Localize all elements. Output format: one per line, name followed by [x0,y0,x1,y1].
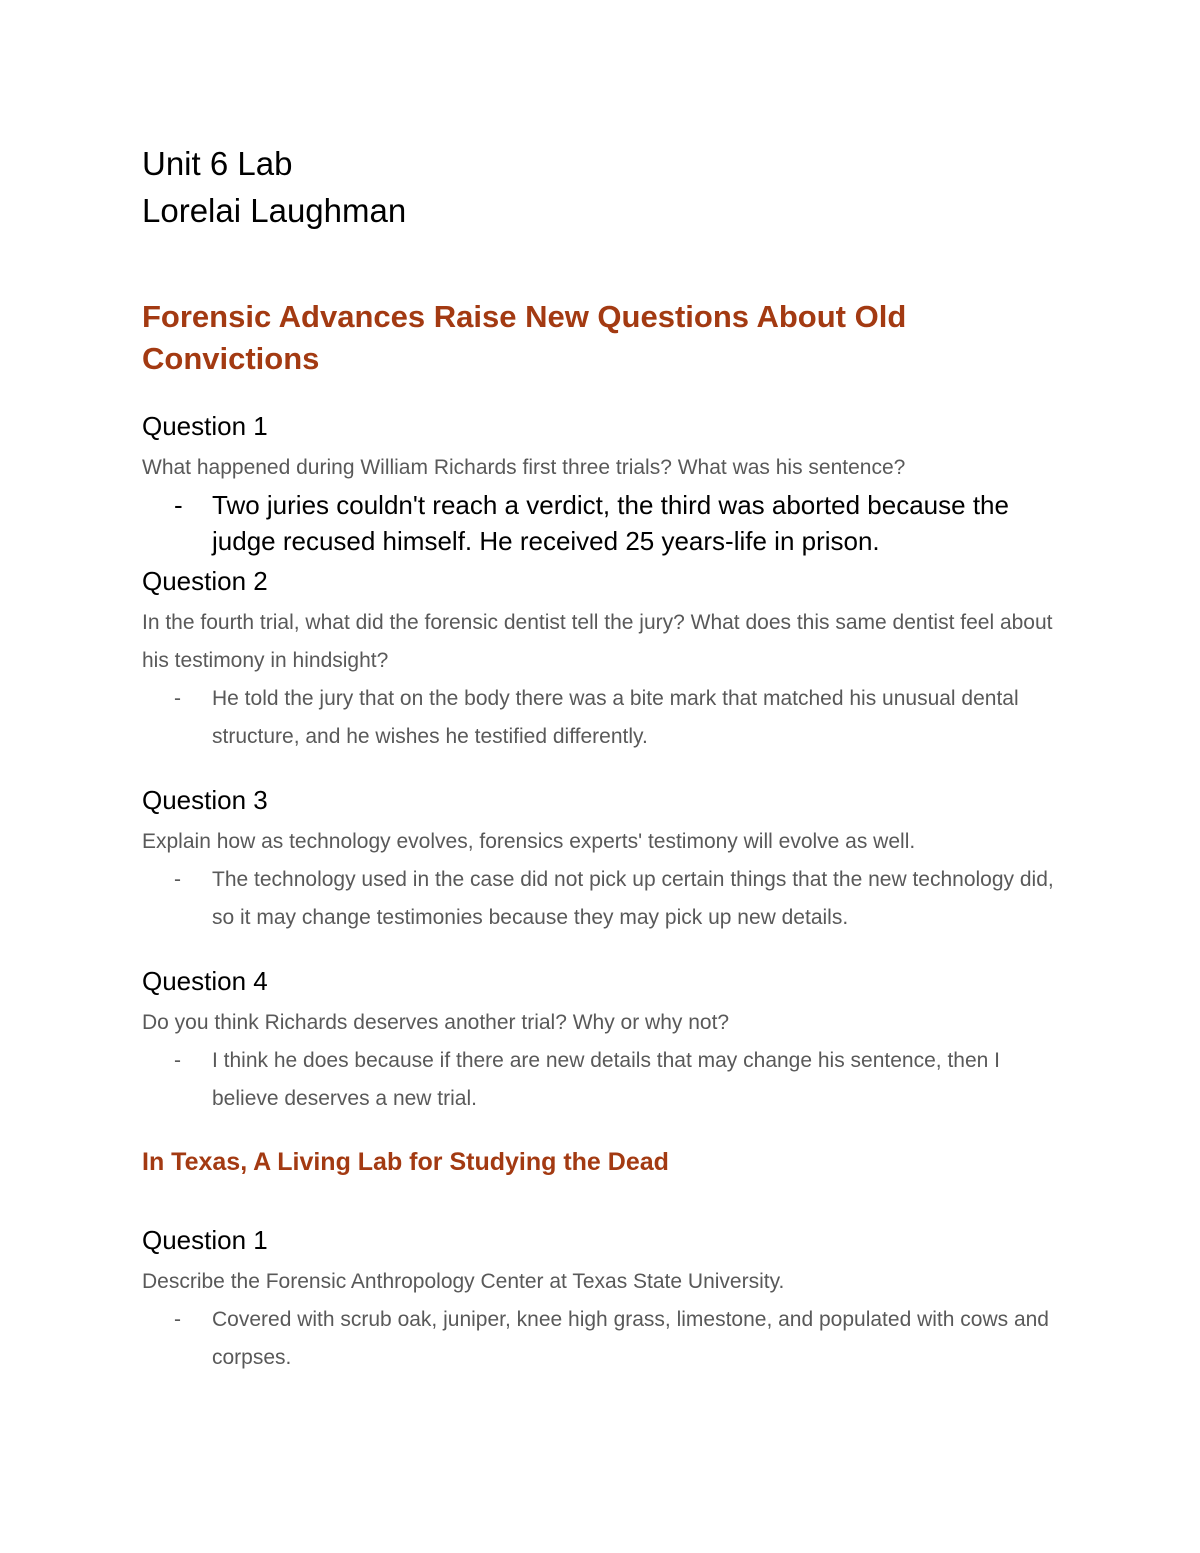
question-text: In the fourth trial, what did the forensic dentist tell the jury? What does this same dentist feel about his testimony in hindsight? [142,611,1053,672]
answer-text: I think he does because if there are new details that may change his sentence, then I believe deserves a new trial. [212,1049,1000,1110]
answer-text: He told the jury that on the body there was a bite mark that matched his unusual dental structure, and he wishes he testified differently. [212,687,1019,748]
answer-text: The technology used in the case did not pick up certain things that the new technology did, so it may change testimonies because they may pick up new details. [212,868,1054,929]
question-block [142,408,1072,559]
question-label: Question 1 [142,1225,268,1255]
answer-text: Two juries couldn't reach a verdict, the third was aborted because the judge recused himself. He received 25 years-life in prison. [212,490,1009,556]
question-text: What happened during William Richards first three trials? What was his sentence? [142,456,906,479]
answer-item [142,1042,1072,1118]
author-name: Lorelai Laughman [142,192,407,229]
section-heading: In Texas, A Living Lab for Studying the Dead [142,1148,669,1176]
question-text: Explain how as technology evolves, forensics experts' testimony will evolve as well. [142,830,916,853]
bullet-dash: - [174,490,183,520]
answer-item [142,1301,1072,1377]
section-heading: Forensic Advances Raise New Questions About Old Convictions [142,299,907,376]
answer-text: Covered with scrub oak, juniper, knee high grass, limestone, and populated with cows and corpses. [212,1308,1049,1369]
title-block [142,140,1072,234]
question-text: Describe the Forensic Anthropology Center at Texas State University. [142,1270,785,1293]
question-block [142,782,1072,937]
question-text: Do you think Richards deserves another trial? Why or why not? [142,1011,730,1034]
question-label: Question 2 [142,566,268,596]
bullet-dash: - [174,1308,181,1331]
question-block [142,1222,1072,1377]
section-forensic-advances [142,296,1072,1118]
question-label: Question 3 [142,785,268,815]
bullet-dash: - [174,1049,181,1072]
document-page [142,140,1072,1403]
section-texas-living-lab [142,1144,1072,1377]
document-title: Unit 6 Lab [142,145,293,182]
question-block [142,963,1072,1118]
question-block [142,563,1072,756]
bullet-dash: - [174,687,181,710]
answer-item [142,680,1072,756]
bullet-dash: - [174,868,181,891]
answer-item [142,861,1072,937]
question-label: Question 1 [142,411,268,441]
question-label: Question 4 [142,966,268,996]
answer-item [142,487,1072,559]
